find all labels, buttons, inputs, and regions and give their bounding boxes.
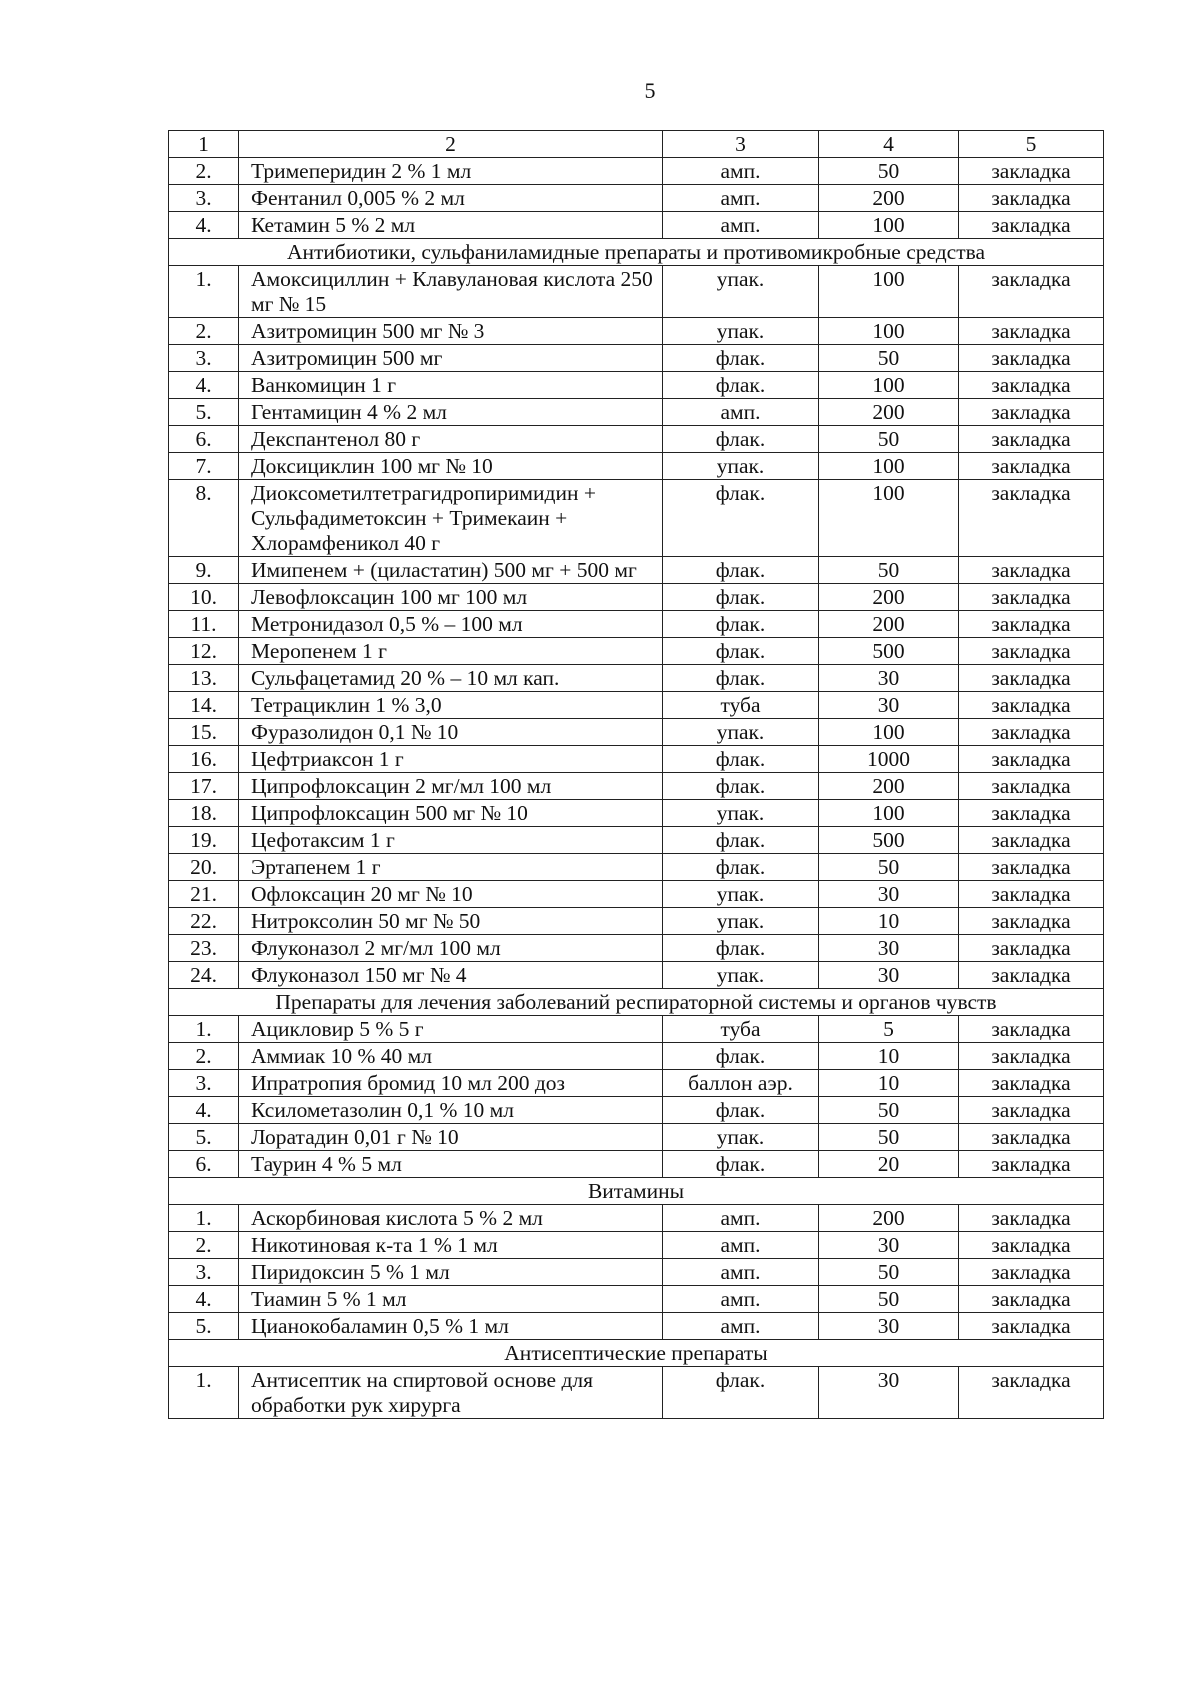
unit-of-measure: баллон аэр. — [663, 1070, 819, 1097]
row-number: 16. — [169, 746, 239, 773]
section-header-row — [169, 1178, 1104, 1205]
quantity: 100 — [819, 212, 959, 239]
row-number: 22. — [169, 908, 239, 935]
unit-of-measure: флак. — [663, 426, 819, 453]
row-number: 19. — [169, 827, 239, 854]
note: закладка — [959, 665, 1104, 692]
note: закладка — [959, 1367, 1104, 1419]
drug-name: Аммиак 10 % 40 мл — [239, 1043, 663, 1070]
row-number: 3. — [169, 1259, 239, 1286]
quantity: 30 — [819, 962, 959, 989]
quantity: 10 — [819, 908, 959, 935]
row-number: 7. — [169, 453, 239, 480]
row-number: 17. — [169, 773, 239, 800]
unit-of-measure: флак. — [663, 1367, 819, 1419]
table-row — [169, 1232, 1104, 1259]
quantity: 100 — [819, 480, 959, 557]
unit-of-measure: флак. — [663, 665, 819, 692]
drug-name: Никотиновая к-та 1 % 1 мл — [239, 1232, 663, 1259]
note: закладка — [959, 185, 1104, 212]
unit-of-measure: упак. — [663, 1124, 819, 1151]
drug-name: Гентамицин 4 % 2 мл — [239, 399, 663, 426]
unit-of-measure: туба — [663, 1016, 819, 1043]
unit-of-measure: упак. — [663, 266, 819, 318]
note: закладка — [959, 372, 1104, 399]
row-number: 4. — [169, 212, 239, 239]
quantity: 20 — [819, 1151, 959, 1178]
drug-name: Офлоксацин 20 мг № 10 — [239, 881, 663, 908]
drug-name: Аскорбиновая кислота 5 % 2 мл — [239, 1205, 663, 1232]
quantity: 30 — [819, 1232, 959, 1259]
drug-name: Доксициклин 100 мг № 10 — [239, 453, 663, 480]
row-number: 4. — [169, 1097, 239, 1124]
quantity: 200 — [819, 185, 959, 212]
quantity: 50 — [819, 1286, 959, 1313]
table-row — [169, 800, 1104, 827]
quantity: 10 — [819, 1070, 959, 1097]
table-row — [169, 1124, 1104, 1151]
unit-of-measure: амп. — [663, 1313, 819, 1340]
row-number: 2. — [169, 158, 239, 185]
table-row — [169, 638, 1104, 665]
note: закладка — [959, 800, 1104, 827]
drug-name: Имипенем + (циластатин) 500 мг + 500 мг — [239, 557, 663, 584]
table-row — [169, 1070, 1104, 1097]
table-row — [169, 399, 1104, 426]
drug-name: Сульфацетамид 20 % – 10 мл кап. — [239, 665, 663, 692]
section-title: Витамины — [169, 1178, 1104, 1205]
drug-name: Ацикловир 5 % 5 г — [239, 1016, 663, 1043]
note: закладка — [959, 854, 1104, 881]
unit-of-measure: упак. — [663, 800, 819, 827]
quantity: 500 — [819, 827, 959, 854]
quantity: 30 — [819, 1313, 959, 1340]
table-row — [169, 1016, 1104, 1043]
note: закладка — [959, 746, 1104, 773]
header-cell: 3 — [663, 131, 819, 158]
unit-of-measure: флак. — [663, 1151, 819, 1178]
note: закладка — [959, 1070, 1104, 1097]
row-number: 2. — [169, 1232, 239, 1259]
quantity: 200 — [819, 1205, 959, 1232]
unit-of-measure: упак. — [663, 962, 819, 989]
header-cell: 1 — [169, 131, 239, 158]
drug-name: Левофлоксацин 100 мг 100 мл — [239, 584, 663, 611]
table-row — [169, 453, 1104, 480]
quantity: 50 — [819, 557, 959, 584]
drug-name: Нитроксолин 50 мг № 50 — [239, 908, 663, 935]
note: закладка — [959, 1097, 1104, 1124]
quantity: 200 — [819, 584, 959, 611]
section-header-row — [169, 239, 1104, 266]
drug-name: Амоксициллин + Клавулановая кислота 250 мг № 15 — [239, 266, 663, 318]
quantity: 30 — [819, 692, 959, 719]
row-number: 1. — [169, 1367, 239, 1419]
unit-of-measure: упак. — [663, 719, 819, 746]
unit-of-measure: упак. — [663, 318, 819, 345]
note: закладка — [959, 1124, 1104, 1151]
row-number: 8. — [169, 480, 239, 557]
table-row — [169, 1313, 1104, 1340]
quantity: 100 — [819, 372, 959, 399]
drug-name: Цефтриаксон 1 г — [239, 746, 663, 773]
row-number: 4. — [169, 372, 239, 399]
table-row — [169, 372, 1104, 399]
note: закладка — [959, 453, 1104, 480]
unit-of-measure: флак. — [663, 746, 819, 773]
note: закладка — [959, 1205, 1104, 1232]
section-header-row — [169, 989, 1104, 1016]
quantity: 50 — [819, 1097, 959, 1124]
table-row — [169, 1259, 1104, 1286]
unit-of-measure: амп. — [663, 212, 819, 239]
drug-name: Метронидазол 0,5 % – 100 мл — [239, 611, 663, 638]
table-body — [169, 131, 1104, 1419]
row-number: 2. — [169, 318, 239, 345]
quantity: 5 — [819, 1016, 959, 1043]
unit-of-measure: флак. — [663, 1097, 819, 1124]
table-row — [169, 584, 1104, 611]
unit-of-measure: флак. — [663, 372, 819, 399]
quantity: 30 — [819, 881, 959, 908]
quantity: 30 — [819, 935, 959, 962]
unit-of-measure: флак. — [663, 854, 819, 881]
unit-of-measure: амп. — [663, 1232, 819, 1259]
quantity: 50 — [819, 345, 959, 372]
unit-of-measure: флак. — [663, 935, 819, 962]
quantity: 1000 — [819, 746, 959, 773]
header-cell: 5 — [959, 131, 1104, 158]
section-header-row — [169, 1340, 1104, 1367]
quantity: 50 — [819, 426, 959, 453]
header-cell: 2 — [239, 131, 663, 158]
note: закладка — [959, 611, 1104, 638]
note: закладка — [959, 584, 1104, 611]
row-number: 9. — [169, 557, 239, 584]
drug-name: Ипратропия бромид 10 мл 200 доз — [239, 1070, 663, 1097]
table-row — [169, 1367, 1104, 1419]
quantity: 100 — [819, 719, 959, 746]
note: закладка — [959, 827, 1104, 854]
row-number: 6. — [169, 426, 239, 453]
unit-of-measure: амп. — [663, 158, 819, 185]
unit-of-measure: амп. — [663, 1205, 819, 1232]
row-number: 13. — [169, 665, 239, 692]
quantity: 50 — [819, 158, 959, 185]
quantity: 200 — [819, 611, 959, 638]
quantity: 200 — [819, 773, 959, 800]
note: закладка — [959, 773, 1104, 800]
unit-of-measure: флак. — [663, 584, 819, 611]
table-row — [169, 557, 1104, 584]
quantity: 500 — [819, 638, 959, 665]
unit-of-measure: флак. — [663, 1043, 819, 1070]
unit-of-measure: флак. — [663, 773, 819, 800]
note: закладка — [959, 399, 1104, 426]
quantity: 50 — [819, 854, 959, 881]
header-cell: 4 — [819, 131, 959, 158]
table-header-row — [169, 131, 1104, 158]
note: закладка — [959, 1043, 1104, 1070]
note: закладка — [959, 266, 1104, 318]
table-row — [169, 185, 1104, 212]
drug-name: Тиамин 5 % 1 мл — [239, 1286, 663, 1313]
table-row — [169, 773, 1104, 800]
quantity: 50 — [819, 1124, 959, 1151]
section-title: Препараты для лечения заболеваний респираторной системы и органов чувств — [169, 989, 1104, 1016]
row-number: 2. — [169, 1043, 239, 1070]
table-row — [169, 158, 1104, 185]
table-row — [169, 881, 1104, 908]
table-row — [169, 962, 1104, 989]
drug-name: Фентанил 0,005 % 2 мл — [239, 185, 663, 212]
note: закладка — [959, 426, 1104, 453]
drug-name: Ванкомицин 1 г — [239, 372, 663, 399]
row-number: 5. — [169, 399, 239, 426]
drug-name: Ципрофлоксацин 2 мг/мл 100 мл — [239, 773, 663, 800]
note: закладка — [959, 638, 1104, 665]
quantity: 100 — [819, 800, 959, 827]
note: закладка — [959, 962, 1104, 989]
row-number: 21. — [169, 881, 239, 908]
medication-table — [168, 130, 1104, 1419]
table-row — [169, 1205, 1104, 1232]
drug-name: Лоратадин 0,01 г № 10 — [239, 1124, 663, 1151]
unit-of-measure: упак. — [663, 453, 819, 480]
drug-name: Цианокобаламин 0,5 % 1 мл — [239, 1313, 663, 1340]
note: закладка — [959, 935, 1104, 962]
row-number: 5. — [169, 1313, 239, 1340]
drug-name: Ципрофлоксацин 500 мг № 10 — [239, 800, 663, 827]
table-row — [169, 746, 1104, 773]
quantity: 100 — [819, 266, 959, 318]
unit-of-measure: флак. — [663, 557, 819, 584]
note: закладка — [959, 719, 1104, 746]
table-row — [169, 1151, 1104, 1178]
table-row — [169, 480, 1104, 557]
quantity: 50 — [819, 1259, 959, 1286]
table-row — [169, 665, 1104, 692]
row-number: 1. — [169, 1016, 239, 1043]
note: закладка — [959, 908, 1104, 935]
table-row — [169, 318, 1104, 345]
drug-name: Меропенем 1 г — [239, 638, 663, 665]
page-number: 5 — [644, 78, 656, 103]
table-row — [169, 908, 1104, 935]
unit-of-measure: флак. — [663, 345, 819, 372]
table-row — [169, 345, 1104, 372]
unit-of-measure: амп. — [663, 185, 819, 212]
row-number: 4. — [169, 1286, 239, 1313]
table-row — [169, 1043, 1104, 1070]
drug-name: Таурин 4 % 5 мл — [239, 1151, 663, 1178]
drug-name: Диоксометилтетрагидропиримидин + Сульфадиметоксин + Тримекаин + Хлорамфеникол 40 г — [239, 480, 663, 557]
note: закладка — [959, 318, 1104, 345]
row-number: 14. — [169, 692, 239, 719]
quantity: 30 — [819, 1367, 959, 1419]
drug-name: Флуконазол 2 мг/мл 100 мл — [239, 935, 663, 962]
note: закладка — [959, 480, 1104, 557]
unit-of-measure: флак. — [663, 827, 819, 854]
table-row — [169, 611, 1104, 638]
drug-name: Цефотаксим 1 г — [239, 827, 663, 854]
unit-of-measure: флак. — [663, 611, 819, 638]
unit-of-measure: флак. — [663, 480, 819, 557]
drug-name: Тримеперидин 2 % 1 мл — [239, 158, 663, 185]
row-number: 10. — [169, 584, 239, 611]
row-number: 24. — [169, 962, 239, 989]
row-number: 5. — [169, 1124, 239, 1151]
unit-of-measure: упак. — [663, 908, 819, 935]
table-row — [169, 1097, 1104, 1124]
note: закладка — [959, 692, 1104, 719]
row-number: 15. — [169, 719, 239, 746]
section-title: Антисептические препараты — [169, 1340, 1104, 1367]
section-title: Антибиотики, сульфаниламидные препараты и противомикробные средства — [169, 239, 1104, 266]
row-number: 3. — [169, 345, 239, 372]
table-row — [169, 692, 1104, 719]
table-row — [169, 935, 1104, 962]
table-row — [169, 266, 1104, 318]
note: закладка — [959, 1259, 1104, 1286]
table-row — [169, 1286, 1104, 1313]
table-row — [169, 854, 1104, 881]
row-number: 3. — [169, 185, 239, 212]
drug-name: Ксилометазолин 0,1 % 10 мл — [239, 1097, 663, 1124]
table-row — [169, 212, 1104, 239]
note: закладка — [959, 557, 1104, 584]
note: закладка — [959, 881, 1104, 908]
unit-of-measure: амп. — [663, 1259, 819, 1286]
row-number: 1. — [169, 266, 239, 318]
row-number: 18. — [169, 800, 239, 827]
quantity: 100 — [819, 318, 959, 345]
note: закладка — [959, 1016, 1104, 1043]
row-number: 11. — [169, 611, 239, 638]
row-number: 12. — [169, 638, 239, 665]
note: закладка — [959, 212, 1104, 239]
unit-of-measure: туба — [663, 692, 819, 719]
quantity: 100 — [819, 453, 959, 480]
drug-name: Фуразолидон 0,1 № 10 — [239, 719, 663, 746]
drug-name: Декспантенол 80 г — [239, 426, 663, 453]
drug-name: Флуконазол 150 мг № 4 — [239, 962, 663, 989]
note: закладка — [959, 1286, 1104, 1313]
note: закладка — [959, 1151, 1104, 1178]
table-row — [169, 827, 1104, 854]
row-number: 20. — [169, 854, 239, 881]
drug-name: Антисептик на спиртовой основе для обработки рук хирурга — [239, 1367, 663, 1419]
table-row — [169, 426, 1104, 453]
unit-of-measure: упак. — [663, 881, 819, 908]
drug-name: Пиридоксин 5 % 1 мл — [239, 1259, 663, 1286]
quantity: 30 — [819, 665, 959, 692]
note: закладка — [959, 1232, 1104, 1259]
unit-of-measure: амп. — [663, 1286, 819, 1313]
unit-of-measure: флак. — [663, 638, 819, 665]
drug-name: Эртапенем 1 г — [239, 854, 663, 881]
row-number: 23. — [169, 935, 239, 962]
drug-name: Кетамин 5 % 2 мл — [239, 212, 663, 239]
note: закладка — [959, 1313, 1104, 1340]
row-number: 6. — [169, 1151, 239, 1178]
quantity: 10 — [819, 1043, 959, 1070]
note: закладка — [959, 345, 1104, 372]
table-row — [169, 719, 1104, 746]
drug-name: Азитромицин 500 мг № 3 — [239, 318, 663, 345]
note: закладка — [959, 158, 1104, 185]
row-number: 1. — [169, 1205, 239, 1232]
unit-of-measure: амп. — [663, 399, 819, 426]
drug-name: Тетрациклин 1 % 3,0 — [239, 692, 663, 719]
quantity: 200 — [819, 399, 959, 426]
drug-name: Азитромицин 500 мг — [239, 345, 663, 372]
row-number: 3. — [169, 1070, 239, 1097]
